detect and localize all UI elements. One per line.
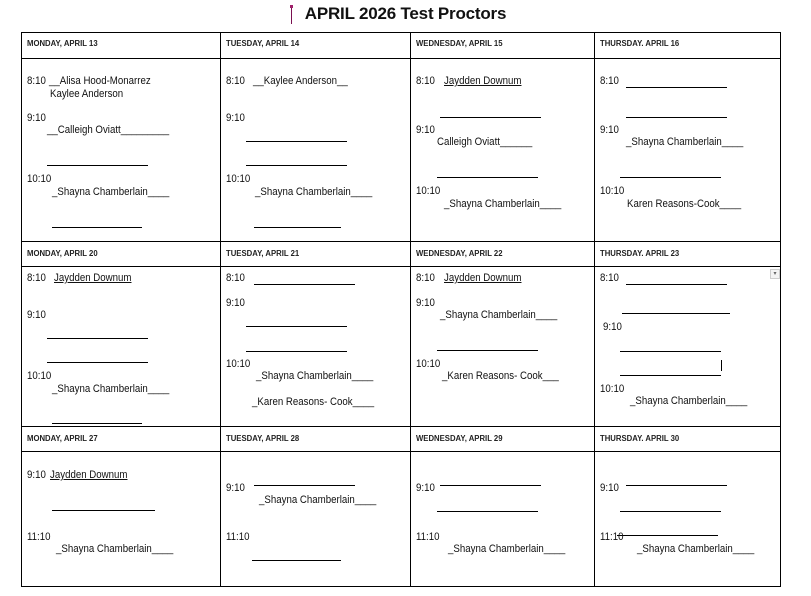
proctor-name: Jaydden Downum <box>444 75 522 87</box>
time-slot-label: 8:10 <box>226 75 245 87</box>
time-slot-label: 8:10 <box>226 272 245 284</box>
blank-signup-line[interactable] <box>254 485 355 486</box>
blank-signup-line[interactable] <box>52 510 155 511</box>
proctor-name: _Shayna Chamberlain____ <box>52 383 170 395</box>
time-slot-label: 8:10 <box>600 75 619 87</box>
day-header: MONDAY, APRIL 20 <box>27 248 98 258</box>
blank-signup-line[interactable] <box>252 560 341 561</box>
proctor-name: Jaydden Downum <box>444 272 522 284</box>
proctor-name: _Shayna Chamberlain____ <box>256 370 374 382</box>
blank-signup-line[interactable] <box>254 284 355 285</box>
blank-signup-line[interactable] <box>47 338 148 339</box>
table-rule <box>21 32 22 586</box>
time-slot-label: 9:10 <box>416 482 435 494</box>
proctor-name: __Kaylee Anderson__ <box>253 75 348 87</box>
time-slot-label: 9:10 <box>416 124 435 136</box>
blank-signup-line[interactable] <box>620 177 721 178</box>
proctor-name: _Shayna Chamberlain____ <box>630 395 748 407</box>
time-slot-label: 10:10 <box>27 173 52 185</box>
proctor-name: Kaylee Anderson <box>50 88 124 100</box>
table-rule <box>780 32 781 586</box>
table-rule <box>21 266 781 267</box>
time-slot-label: 11:10 <box>226 531 250 543</box>
blank-signup-line[interactable] <box>622 313 730 314</box>
day-header: TUESDAY, APRIL 28 <box>226 433 300 443</box>
time-slot-label: 11:10 <box>416 531 440 543</box>
time-slot-label: 11:10 <box>27 531 51 543</box>
time-slot-label: 10:10 <box>600 383 625 395</box>
proctor-name: Jaydden Downum <box>50 469 128 481</box>
blank-signup-line[interactable] <box>617 535 718 536</box>
blank-signup-line[interactable] <box>440 117 541 118</box>
time-slot-label: 9:10 <box>226 482 245 494</box>
blank-signup-line[interactable] <box>437 350 538 351</box>
table-rule <box>410 32 411 586</box>
time-slot-label: 9:10 <box>226 112 245 124</box>
proctor-name: _Shayna Chamberlain____ <box>637 543 755 555</box>
proctor-name: _Shayna Chamberlain____ <box>444 198 562 210</box>
table-rule <box>21 58 781 59</box>
blank-signup-line[interactable] <box>620 375 721 376</box>
blank-signup-line[interactable] <box>626 87 727 88</box>
blank-signup-line[interactable] <box>246 165 347 166</box>
time-slot-label: 9:10 <box>600 482 619 494</box>
proctor-name: _Shayna Chamberlain____ <box>448 543 566 555</box>
time-slot-label: 10:10 <box>416 358 441 370</box>
blank-signup-line[interactable] <box>620 351 721 352</box>
time-slot-label: 11:10 <box>600 531 624 543</box>
blank-signup-line[interactable] <box>47 165 148 166</box>
blank-signup-line[interactable] <box>52 227 142 228</box>
blank-signup-line[interactable] <box>437 511 538 512</box>
day-header: THURSDAY. APRIL 30 <box>600 433 680 443</box>
proctor-name: Karen Reasons-Cook____ <box>627 198 742 210</box>
blank-signup-line[interactable] <box>246 141 347 142</box>
blank-signup-line[interactable] <box>246 326 347 327</box>
day-header: WEDNESDAY, APRIL 22 <box>416 248 503 258</box>
day-header: MONDAY, APRIL 13 <box>27 38 98 48</box>
proctor-name: Calleigh Oviatt______ <box>437 136 533 148</box>
proctor-name: _Shayna Chamberlain____ <box>259 494 377 506</box>
table-rule <box>220 32 221 586</box>
day-header: WEDNESDAY, APRIL 15 <box>416 38 503 48</box>
proctor-name: _Karen Reasons- Cook___ <box>442 370 559 382</box>
time-slot-label: 9:10 <box>226 297 245 309</box>
proctor-name: _Karen Reasons- Cook____ <box>252 396 375 408</box>
time-slot-label: 8:10 <box>27 272 46 284</box>
table-rule <box>21 241 781 242</box>
day-header: WEDNESDAY, APRIL 29 <box>416 433 503 443</box>
blank-signup-line[interactable] <box>626 485 727 486</box>
blank-signup-line[interactable] <box>254 227 341 228</box>
time-slot-label: 8:10 <box>416 272 435 284</box>
time-slot-label: 9:10 <box>27 309 46 321</box>
time-slot-label: 8:10 <box>600 272 619 284</box>
time-slot-label: 9:10 <box>600 124 619 136</box>
blank-signup-line[interactable] <box>626 284 727 285</box>
blank-signup-line[interactable] <box>246 351 347 352</box>
time-slot-label: 8:10 <box>27 75 46 87</box>
table-rule <box>21 586 781 587</box>
blank-signup-line[interactable] <box>47 362 148 363</box>
proctor-name: __Alisa Hood-Monarrez <box>49 75 151 87</box>
blank-signup-line[interactable] <box>437 177 538 178</box>
text-caret <box>721 360 722 371</box>
time-slot-label: 10:10 <box>226 358 251 370</box>
proctor-name: _Shayna Chamberlain____ <box>56 543 174 555</box>
time-slot-label: 10:10 <box>226 173 251 185</box>
proctor-name: _Shayna Chamberlain____ <box>52 186 170 198</box>
blank-signup-line[interactable] <box>52 423 142 424</box>
time-slot-label: 9:10 <box>27 112 46 124</box>
time-slot-label: 10:10 <box>416 185 441 197</box>
time-slot-label: 9:10 <box>416 297 435 309</box>
blank-signup-line[interactable] <box>440 485 541 486</box>
text-cursor <box>291 6 292 24</box>
dropdown-arrow-icon[interactable]: ▾ <box>770 269 780 279</box>
table-rule <box>594 32 595 586</box>
blank-signup-line[interactable] <box>620 511 721 512</box>
day-header: MONDAY, APRIL 27 <box>27 433 98 443</box>
day-header: THURSDAY. APRIL 16 <box>600 38 680 48</box>
time-slot-label: 9:10 <box>603 321 622 333</box>
day-header: TUESDAY, APRIL 14 <box>226 38 300 48</box>
proctor-name: _Shayna Chamberlain____ <box>626 136 744 148</box>
day-header: TUESDAY, APRIL 21 <box>226 248 300 258</box>
proctor-name: __Calleigh Oviatt_________ <box>47 124 170 136</box>
proctor-name: _Shayna Chamberlain____ <box>440 309 558 321</box>
table-rule <box>21 32 781 33</box>
day-header: THURSDAY. APRIL 23 <box>600 248 680 258</box>
time-slot-label: 10:10 <box>600 185 625 197</box>
table-rule <box>21 426 781 427</box>
time-slot-label: 8:10 <box>416 75 435 87</box>
proctor-name: _Shayna Chamberlain____ <box>255 186 373 198</box>
blank-signup-line[interactable] <box>626 117 727 118</box>
table-rule <box>21 451 781 452</box>
page-title: APRIL 2026 Test Proctors <box>304 4 507 23</box>
time-slot-label: 9:10 <box>27 469 46 481</box>
proctor-name: Jaydden Downum <box>54 272 132 284</box>
time-slot-label: 10:10 <box>27 370 52 382</box>
